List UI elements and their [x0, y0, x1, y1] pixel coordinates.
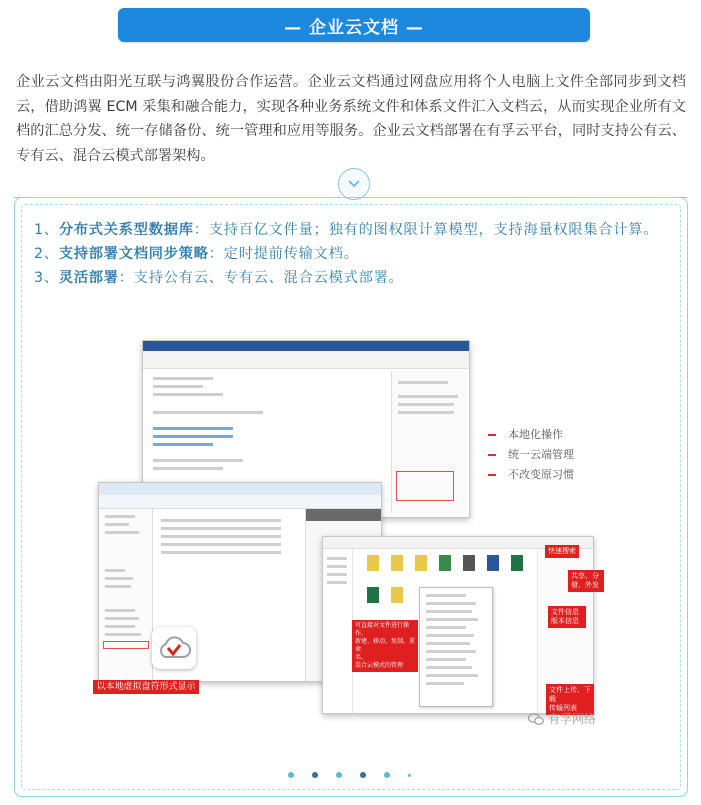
window-ribbon	[143, 351, 469, 369]
explorer-sidebar	[99, 509, 153, 682]
field-row	[153, 393, 223, 396]
watermark-text: 有孚网络	[548, 712, 597, 726]
explorer-toolbar	[99, 495, 381, 509]
explorer-titlebar	[99, 483, 381, 495]
feature-text: 定时提前传输文档。	[223, 246, 359, 262]
feature-item-2	[34, 242, 674, 266]
field-row	[153, 385, 203, 388]
intro-paragraph: 企业云文档由阳光互联与鸿翼股份合作运营。企业云文档通过网盘应用将个人电脑上文件全部同步到文档云，借助鸿翼 ECM 采集和融合能力，实现各种业务系统文件和体系文件汇入文档云，从而实现企业所有文档的汇总分发、统一存储备份、统一管理和应用等服务。企业云文档部署在有孚云平台，同时支持公有云、专有云、混合云模式部署架构。	[16, 74, 686, 164]
callout-menu: 可直接对文件进行操作、 新建、移动、复制、重命 名、 混合云模式的管理	[352, 620, 418, 672]
feature-list	[34, 218, 674, 290]
carousel-dot[interactable]	[312, 772, 318, 778]
body-row	[153, 467, 223, 470]
link-row	[153, 427, 233, 430]
feature-item-1	[34, 218, 674, 242]
link-row	[153, 443, 213, 446]
feature-number: 2、	[34, 246, 59, 262]
cloud-drive-highlight	[103, 641, 149, 649]
carousel-indicator	[288, 772, 411, 778]
feature-text: 支持百亿文件量；独有的图权限计算模型，支持海量权限集合计算。	[208, 222, 659, 238]
feature-title: 支持部署文档同步策略	[58, 246, 209, 262]
carousel-dot[interactable]	[288, 772, 294, 778]
cloud-sidebar	[323, 549, 353, 714]
callout-share: 共享、分發、外发	[568, 570, 604, 592]
legend-item-3: 不改变原习惯	[488, 466, 574, 482]
feature-title: 灵活部署	[58, 270, 119, 286]
expand-toggle[interactable]	[338, 168, 370, 200]
feature-number: 3、	[34, 270, 59, 286]
carousel-dot[interactable]	[384, 772, 390, 778]
section-title: — 企业云文档 —	[284, 17, 424, 38]
virtual-drive-caption: 以本地虚拟盘符形式显示	[93, 680, 199, 694]
carousel-dot[interactable]	[336, 772, 342, 778]
chevron-down-icon	[348, 180, 360, 188]
cloud-logo-icon	[157, 635, 191, 661]
legend-item-2: 统一云端管理	[488, 446, 574, 462]
body-row	[153, 459, 243, 462]
legend-item-1: 本地化操作	[488, 426, 563, 442]
wechat-icon	[528, 713, 544, 725]
field-row	[153, 377, 213, 380]
feature-separator: ：	[193, 222, 209, 238]
window-titlebar	[143, 341, 469, 351]
callout-upload: 文件上传、下载 传输列表	[546, 684, 594, 715]
carousel-dot[interactable]	[408, 774, 411, 777]
feature-title: 分布式关系型数据库	[58, 222, 194, 238]
link-row	[153, 435, 233, 438]
feature-text: 支持公有云、专有云、混合云模式部署。	[133, 270, 404, 286]
side-panel	[391, 371, 467, 513]
feature-separator: ：	[208, 246, 224, 262]
cloud-app-badge	[152, 627, 196, 669]
feature-number: 1、	[34, 222, 59, 238]
context-menu	[419, 587, 493, 707]
callout-info: 文件信息 版本信息	[548, 606, 586, 628]
section-title-banner	[118, 8, 590, 42]
watermark	[528, 710, 596, 727]
feature-item-3	[34, 266, 674, 290]
body-row	[153, 411, 263, 414]
highlight-box	[396, 471, 454, 501]
callout-search: 快速搜索	[545, 545, 579, 558]
feature-separator: ：	[118, 270, 134, 286]
carousel-dot-active[interactable]	[360, 772, 366, 778]
